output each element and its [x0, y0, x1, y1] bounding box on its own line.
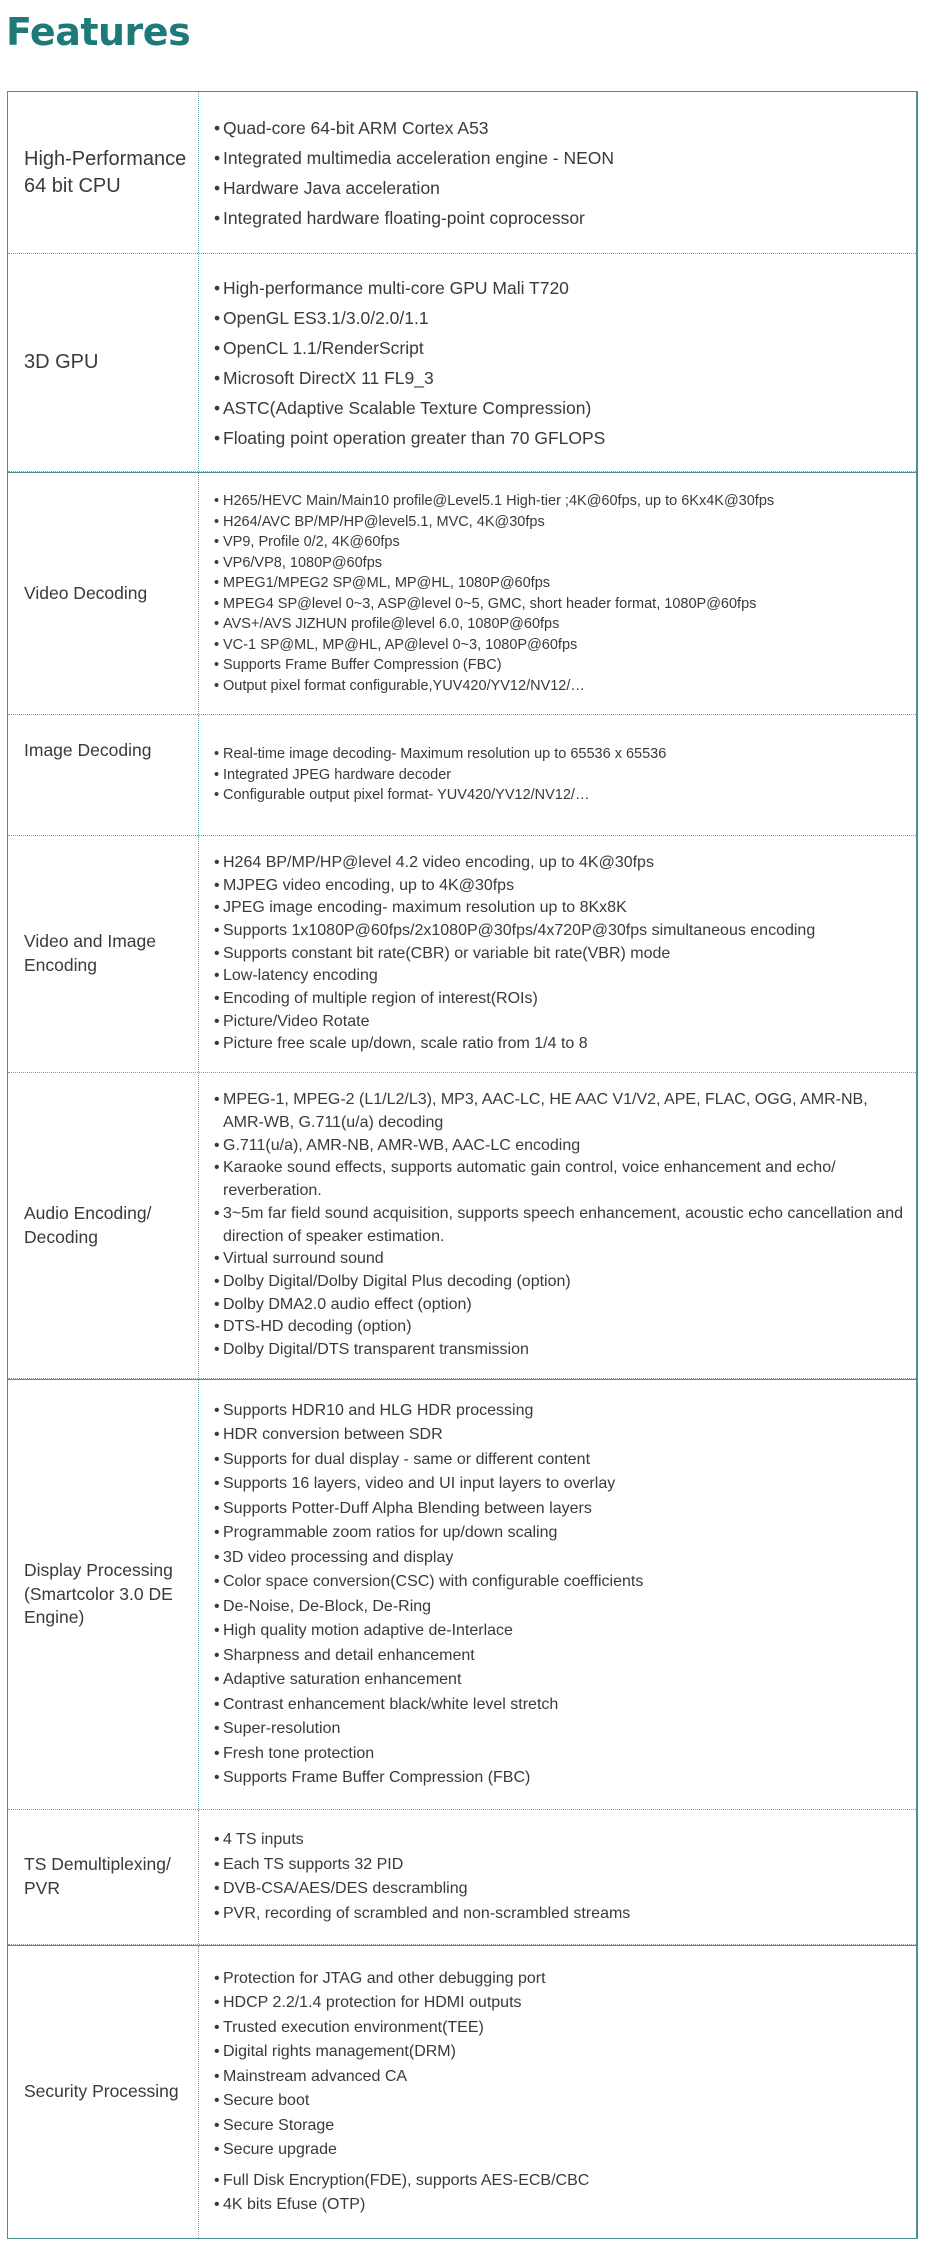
table-row: [8, 1945, 916, 2238]
list-item: • OpenGL ES3.1/3.0/2.0/1.1: [214, 303, 904, 333]
list-item: • Contrast enhancement black/white level stretch: [214, 1693, 904, 1718]
list-item: • Integrated JPEG hardware decoder: [214, 765, 904, 786]
list-item: • Supports Potter-Duff Alpha Blending between layers: [214, 1497, 904, 1522]
list-item: • HDR conversion between SDR: [214, 1423, 904, 1448]
feature-list: [214, 1828, 904, 1926]
list-item: • Supports for dual display - same or different content: [214, 1448, 904, 1473]
list-item: • Hardware Java acceleration: [214, 173, 904, 203]
list-item: • Picture/Video Rotate: [214, 1011, 904, 1034]
row-content: [199, 1946, 916, 2238]
feature-list: [214, 852, 904, 1056]
list-item: • Supports Frame Buffer Compression (FBC): [214, 1766, 904, 1791]
list-item: • VP6/VP8, 1080P@60fps: [214, 553, 904, 574]
list-item: • MPEG-1, MPEG-2 (L1/L2/L3), MP3, AAC-LC, HE AAC V1/V2, APE, FLAC, OGG, AMR-NB, AMR-WB, G.711(u/a) decoding: [214, 1089, 904, 1134]
list-item: • Trusted execution environment(TEE): [214, 2016, 904, 2041]
list-item: • VC-1 SP@ML, MP@HL, AP@level 0~3, 1080P@60fps: [214, 635, 904, 656]
table-row: [8, 472, 916, 715]
list-item: • DTS-HD decoding (option): [214, 1316, 904, 1339]
list-item: • Integrated hardware floating-point coprocessor: [214, 203, 904, 233]
feature-list: [214, 273, 904, 453]
row-content: [199, 1380, 916, 1809]
list-item: • Supports HDR10 and HLG HDR processing: [214, 1399, 904, 1424]
list-item: • De-Noise, De-Block, De-Ring: [214, 1595, 904, 1620]
list-item: • Sharpness and detail enhancement: [214, 1644, 904, 1669]
list-item: • 3D video processing and display: [214, 1546, 904, 1571]
feature-list: [214, 113, 904, 233]
list-item: • High quality motion adaptive de-Interlace: [214, 1619, 904, 1644]
list-item: • G.711(u/a), AMR-NB, AMR-WB, AAC-LC encoding: [214, 1135, 904, 1158]
list-item: • MPEG1/MPEG2 SP@ML, MP@HL, 1080P@60fps: [214, 573, 904, 594]
list-item: • Secure Storage: [214, 2114, 904, 2139]
list-item: • Adaptive saturation enhancement: [214, 1668, 904, 1693]
list-item: • Color space conversion(CSC) with configurable coefficients: [214, 1570, 904, 1595]
row-label: Image Decoding: [8, 715, 199, 835]
row-label: Display Processing (Smartcolor 3.0 DE Engine): [8, 1380, 199, 1809]
list-item: • Super-resolution: [214, 1717, 904, 1742]
row-label: High-Performance 64 bit CPU: [8, 92, 199, 253]
list-item: • Integrated multimedia acceleration engine - NEON: [214, 143, 904, 173]
list-item: • High-performance multi-core GPU Mali T720: [214, 273, 904, 303]
table-row: [8, 254, 916, 472]
list-item: • Quad-core 64-bit ARM Cortex A53: [214, 113, 904, 143]
list-item: • Karaoke sound effects, supports automatic gain control, voice enhancement and echo/ reverberation.: [214, 1157, 904, 1202]
list-item: • Output pixel format configurable,YUV420/YV12/NV12/…: [214, 676, 904, 697]
list-item: • Dolby Digital/DTS transparent transmission: [214, 1339, 904, 1362]
list-item: • Digital rights management(DRM): [214, 2040, 904, 2065]
row-content: [199, 254, 916, 471]
list-item: • VP9, Profile 0/2, 4K@60fps: [214, 532, 904, 553]
row-label: TS Demultiplexing/ PVR: [8, 1810, 199, 1944]
row-label: 3D GPU: [8, 254, 199, 471]
list-item: • MPEG4 SP@level 0~3, ASP@level 0~5, GMC, short header format, 1080P@60fps: [214, 594, 904, 615]
list-item: • 4K bits Efuse (OTP): [214, 2193, 904, 2218]
list-item: • Supports 1x1080P@60fps/2x1080P@30fps/4x720P@30fps simultaneous encoding: [214, 920, 904, 943]
list-item: • Fresh tone protection: [214, 1742, 904, 1767]
list-item: • Picture free scale up/down, scale ratio from 1/4 to 8: [214, 1033, 904, 1056]
row-content: [199, 715, 916, 835]
table-row: [8, 92, 916, 254]
list-item: • Secure upgrade: [214, 2138, 904, 2163]
row-content: [199, 836, 916, 1072]
table-row: [8, 1073, 916, 1379]
row-content: [199, 1810, 916, 1944]
list-item: • Supports 16 layers, video and UI input layers to overlay: [214, 1472, 904, 1497]
list-item: • MJPEG video encoding, up to 4K@30fps: [214, 875, 904, 898]
list-item: • 4 TS inputs: [214, 1828, 904, 1853]
list-item: • HDCP 2.2/1.4 protection for HDMI outputs: [214, 1991, 904, 2016]
table-row: [8, 836, 916, 1073]
list-item: • Each TS supports 32 PID: [214, 1853, 904, 1878]
table-row: [8, 715, 916, 836]
list-item: • Programmable zoom ratios for up/down scaling: [214, 1521, 904, 1546]
list-item: • H264/AVC BP/MP/HP@level5.1, MVC, 4K@30fps: [214, 512, 904, 533]
list-item: • AVS+/AVS JIZHUN profile@level 6.0, 1080P@60fps: [214, 614, 904, 635]
list-item: • Supports Frame Buffer Compression (FBC): [214, 655, 904, 676]
row-label: Video Decoding: [8, 473, 199, 714]
row-label: Security Processing: [8, 1946, 199, 2238]
feature-list: [214, 1089, 904, 1361]
list-item: • OpenCL 1.1/RenderScript: [214, 333, 904, 363]
list-item: • Supports constant bit rate(CBR) or variable bit rate(VBR) mode: [214, 943, 904, 966]
row-label: Video and Image Encoding: [8, 836, 199, 1072]
feature-list: [214, 744, 904, 806]
row-label: Audio Encoding/ Decoding: [8, 1073, 199, 1378]
page-title: Features: [6, 10, 191, 54]
list-item: • DVB-CSA/AES/DES descrambling: [214, 1877, 904, 1902]
list-item: • Low-latency encoding: [214, 965, 904, 988]
list-item: • Full Disk Encryption(FDE), supports AES-ECB/CBC: [214, 2169, 904, 2194]
list-item: • Encoding of multiple region of interest(ROIs): [214, 988, 904, 1011]
row-content: [199, 473, 916, 714]
row-content: [199, 1073, 916, 1378]
feature-list: [214, 491, 904, 696]
list-item: • Protection for JTAG and other debugging port: [214, 1967, 904, 1992]
feature-list: [214, 1967, 904, 2218]
list-item: • H264 BP/MP/HP@level 4.2 video encoding, up to 4K@30fps: [214, 852, 904, 875]
list-item: • Dolby DMA2.0 audio effect (option): [214, 1294, 904, 1317]
list-item: • Real-time image decoding- Maximum resolution up to 65536 x 65536: [214, 744, 904, 765]
list-item: • Secure boot: [214, 2089, 904, 2114]
feature-list: [214, 1399, 904, 1791]
list-item: • Configurable output pixel format- YUV420/YV12/NV12/…: [214, 785, 904, 806]
table-row: [8, 1379, 916, 1810]
list-item: • Microsoft DirectX 11 FL9_3: [214, 363, 904, 393]
list-item: • 3~5m far field sound acquisition, supports speech enhancement, acoustic echo cancellation and direction of speaker estimation.: [214, 1203, 904, 1248]
list-item: • Mainstream advanced CA: [214, 2065, 904, 2090]
list-item: • Floating point operation greater than 70 GFLOPS: [214, 423, 904, 453]
table-row: [8, 1810, 916, 1945]
features-table: [7, 91, 918, 2239]
list-item: • JPEG image encoding- maximum resolution up to 8Kx8K: [214, 897, 904, 920]
list-item: • ASTC(Adaptive Scalable Texture Compression): [214, 393, 904, 423]
list-item: • PVR, recording of scrambled and non-scrambled streams: [214, 1902, 904, 1927]
list-item: • H265/HEVC Main/Main10 profile@Level5.1 High-tier ;4K@60fps, up to 6Kx4K@30fps: [214, 491, 904, 512]
row-content: [199, 92, 916, 253]
list-item: • Virtual surround sound: [214, 1248, 904, 1271]
list-item: • Dolby Digital/Dolby Digital Plus decoding (option): [214, 1271, 904, 1294]
